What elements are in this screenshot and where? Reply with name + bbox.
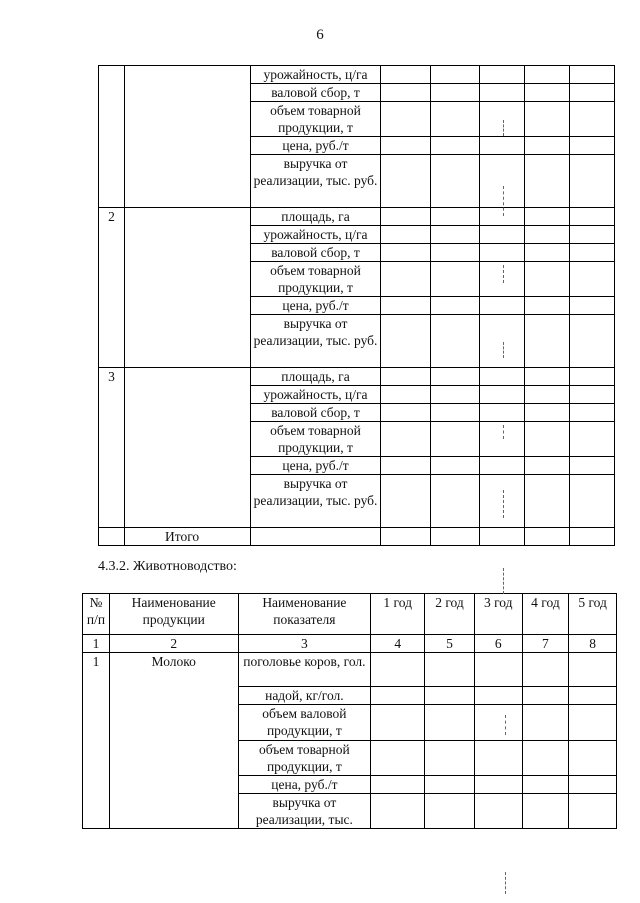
indicator-cell: цена, руб./т (251, 137, 381, 155)
value-cell (522, 687, 569, 705)
value-cell (425, 653, 475, 687)
value-cell (474, 741, 522, 776)
total-row (99, 528, 615, 546)
row-number-cell (99, 528, 125, 546)
value-cell (480, 84, 525, 102)
value-cell (480, 528, 525, 546)
value-cell (570, 457, 615, 475)
value-cell (480, 315, 525, 368)
value-cell (425, 776, 475, 794)
value-cell (522, 653, 569, 687)
value-cell (381, 244, 431, 262)
column-header: 5 год (569, 594, 617, 635)
value-cell (425, 705, 475, 741)
value-cell (525, 528, 570, 546)
value-cell (431, 528, 480, 546)
value-cell (570, 368, 615, 386)
value-cell (480, 208, 525, 226)
indicator-cell: цена, руб./т (251, 457, 381, 475)
value-cell (474, 794, 522, 829)
table-row (99, 368, 615, 386)
column-number-row (83, 635, 617, 653)
value-cell (570, 155, 615, 208)
column-header: Наименование продукции (109, 594, 238, 635)
value-cell (480, 297, 525, 315)
value-cell (431, 262, 480, 297)
product-cell (125, 368, 251, 528)
page-number: 6 (316, 27, 324, 43)
column-number: 2 (109, 635, 238, 653)
value-cell (474, 705, 522, 741)
indicator-cell: объем валовой продукции, т (238, 705, 371, 741)
value-cell (525, 315, 570, 368)
value-cell (525, 102, 570, 137)
value-cell (570, 262, 615, 297)
value-cell (480, 66, 525, 84)
column-header: 4 год (522, 594, 569, 635)
value-cell (431, 404, 480, 422)
value-cell (431, 137, 480, 155)
value-cell (431, 244, 480, 262)
value-cell (525, 297, 570, 315)
product-cell: Молоко (109, 653, 238, 829)
value-cell (381, 528, 431, 546)
value-cell (525, 84, 570, 102)
indicator-cell: валовой сбор, т (251, 84, 381, 102)
value-cell (431, 422, 480, 457)
row-number-cell: 2 (99, 208, 125, 368)
value-cell (431, 368, 480, 386)
value-cell (570, 244, 615, 262)
value-cell (431, 66, 480, 84)
value-cell (525, 155, 570, 208)
value-cell (480, 386, 525, 404)
value-cell (371, 653, 425, 687)
indicator-cell: урожайность, ц/га (251, 226, 381, 244)
row-number-cell: 1 (83, 653, 110, 829)
value-cell (480, 226, 525, 244)
value-cell (480, 137, 525, 155)
value-cell (371, 705, 425, 741)
value-cell (522, 705, 569, 741)
indicator-cell: цена, руб./т (251, 297, 381, 315)
value-cell (569, 741, 617, 776)
table-row (99, 208, 615, 226)
value-cell (381, 102, 431, 137)
column-number: 8 (569, 635, 617, 653)
column-header: Наименование показателя (238, 594, 371, 635)
value-cell (480, 155, 525, 208)
value-cell (251, 528, 381, 546)
value-cell (431, 475, 480, 528)
indicator-cell: урожайность, ц/га (251, 66, 381, 84)
value-cell (570, 297, 615, 315)
indicator-cell: объем товарной продукции, т (251, 102, 381, 137)
value-cell (525, 208, 570, 226)
column-number: 6 (474, 635, 522, 653)
value-cell (525, 66, 570, 84)
value-cell (525, 226, 570, 244)
value-cell (525, 404, 570, 422)
value-cell (371, 776, 425, 794)
column-header: 1 год (371, 594, 425, 635)
value-cell (425, 794, 475, 829)
value-cell (381, 386, 431, 404)
value-cell (381, 155, 431, 208)
value-cell (570, 422, 615, 457)
value-cell (425, 687, 475, 705)
value-cell (381, 84, 431, 102)
value-cell (371, 741, 425, 776)
column-number: 4 (371, 635, 425, 653)
product-cell (125, 208, 251, 368)
indicator-cell: валовой сбор, т (251, 404, 381, 422)
row-number-cell (99, 66, 125, 208)
value-cell (381, 315, 431, 368)
value-cell (480, 422, 525, 457)
value-cell (570, 226, 615, 244)
table-row (83, 653, 617, 687)
value-cell (522, 741, 569, 776)
value-cell (371, 687, 425, 705)
value-cell (381, 137, 431, 155)
indicator-cell: урожайность, ц/га (251, 386, 381, 404)
value-cell (431, 155, 480, 208)
value-cell (522, 794, 569, 829)
indicator-cell: выручка от реализации, тыс. руб. (251, 475, 381, 528)
indicator-cell: валовой сбор, т (251, 244, 381, 262)
indicator-cell: объем товарной продукции, т (251, 262, 381, 297)
value-cell (570, 315, 615, 368)
indicator-cell: выручка от реализации, тыс. (238, 794, 371, 829)
indicator-cell: площадь, га (251, 208, 381, 226)
indicator-cell: объем товарной продукции, т (251, 422, 381, 457)
indicator-cell: объем товарной продукции, т (238, 741, 371, 776)
column-number: 1 (83, 635, 110, 653)
column-number: 5 (425, 635, 475, 653)
indicator-cell: выручка от реализации, тыс. руб. (251, 155, 381, 208)
value-cell (474, 687, 522, 705)
value-cell (431, 386, 480, 404)
value-cell (570, 528, 615, 546)
value-cell (525, 475, 570, 528)
value-cell (525, 368, 570, 386)
product-cell (125, 66, 251, 208)
value-cell (431, 208, 480, 226)
value-cell (570, 66, 615, 84)
total-label: Итого (125, 528, 251, 546)
value-cell (381, 404, 431, 422)
value-cell (525, 244, 570, 262)
value-cell (525, 386, 570, 404)
value-cell (525, 137, 570, 155)
header-row (83, 594, 617, 635)
value-cell (525, 262, 570, 297)
row-number-cell: 3 (99, 368, 125, 528)
value-cell (381, 368, 431, 386)
value-cell (381, 297, 431, 315)
value-cell (570, 475, 615, 528)
value-cell (474, 653, 522, 687)
value-cell (570, 84, 615, 102)
indicator-cell: площадь, га (251, 368, 381, 386)
value-cell (381, 262, 431, 297)
value-cell (381, 226, 431, 244)
value-cell (431, 457, 480, 475)
value-cell (371, 794, 425, 829)
section-heading: 4.3.2. Животноводство: (98, 559, 237, 574)
value-cell (480, 262, 525, 297)
value-cell (381, 475, 431, 528)
value-cell (381, 457, 431, 475)
value-cell (525, 422, 570, 457)
value-cell (480, 368, 525, 386)
column-number: 3 (238, 635, 371, 653)
crops-table (98, 65, 615, 546)
value-cell (480, 404, 525, 422)
value-cell (381, 208, 431, 226)
table-row (99, 66, 615, 84)
value-cell (570, 137, 615, 155)
value-cell (480, 102, 525, 137)
value-cell (431, 84, 480, 102)
column-number: 7 (522, 635, 569, 653)
value-cell (569, 653, 617, 687)
indicator-cell: цена, руб./т (238, 776, 371, 794)
value-cell (569, 705, 617, 741)
column-header: 2 год (425, 594, 475, 635)
value-cell (480, 475, 525, 528)
value-cell (570, 102, 615, 137)
column-header: № п/п (83, 594, 110, 635)
value-cell (431, 102, 480, 137)
value-cell (570, 386, 615, 404)
value-cell (569, 776, 617, 794)
value-cell (431, 297, 480, 315)
value-cell (480, 244, 525, 262)
value-cell (431, 226, 480, 244)
value-cell (525, 457, 570, 475)
value-cell (569, 687, 617, 705)
indicator-cell: поголовье коров, гол. (238, 653, 371, 687)
value-cell (474, 776, 522, 794)
value-cell (381, 66, 431, 84)
livestock-table (82, 593, 617, 829)
indicator-cell: выручка от реализации, тыс. руб. (251, 315, 381, 368)
value-cell (570, 404, 615, 422)
column-header: 3 год (474, 594, 522, 635)
value-cell (570, 208, 615, 226)
indicator-cell: надой, кг/гол. (238, 687, 371, 705)
value-cell (522, 776, 569, 794)
value-cell (431, 315, 480, 368)
value-cell (425, 741, 475, 776)
value-cell (480, 457, 525, 475)
value-cell (381, 422, 431, 457)
value-cell (569, 794, 617, 829)
